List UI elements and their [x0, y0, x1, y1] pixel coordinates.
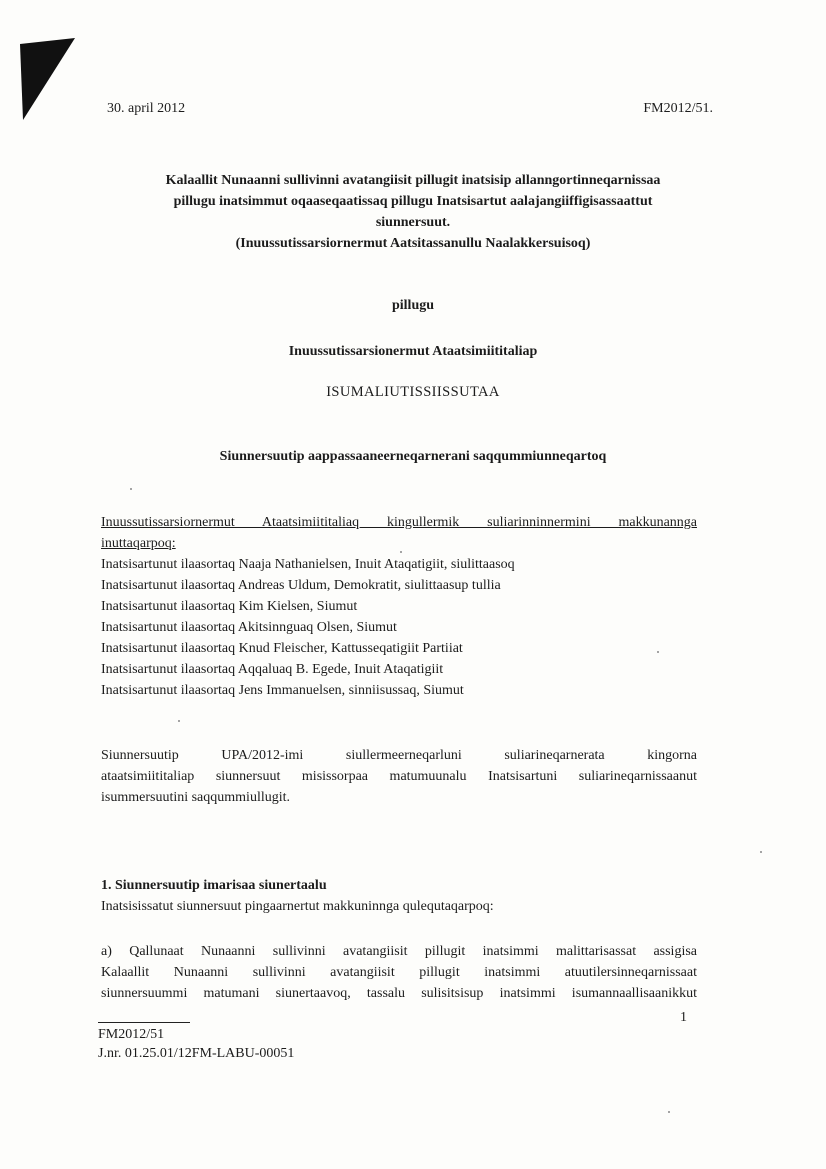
paragraph-line: Siunnersuutip UPA/2012-imi siullermeerneqarluni suliarineqarnerata kingorna: [101, 748, 697, 763]
document-reference: FM2012/51.: [643, 101, 713, 116]
document-title: [70, 170, 756, 254]
scan-speck: [760, 851, 762, 853]
paragraph-line: isummersuutini saqqummiullugit.: [101, 790, 290, 805]
footer-reference: FM2012/51: [98, 1027, 165, 1042]
members-intro-line: Inuussutissarsiornermut Ataatsimiititaliaq kingullermik suliarinninnermini makkunannga: [101, 515, 697, 530]
title-line: siunnersuut.: [375, 215, 451, 230]
about-label: pillugu: [391, 298, 435, 313]
corner-mark-icon: [20, 38, 76, 120]
footer-divider: [98, 1022, 190, 1023]
title-line: pillugu inatsimmut oqaaseqaatissaq pillugu Inatsisartut aalajangiiffigisassaattut: [173, 194, 653, 209]
section-1-item-a: [101, 941, 697, 1004]
subtitle: Siunnersuutip aappassaaneerneqarnerani saqqummiunneqartoq: [219, 449, 607, 464]
report-label: ISUMALIUTISSIISSUTAA: [326, 384, 500, 400]
member-item: Inatsisartunut ilaasortaq Kim Kielsen, Siumut: [101, 599, 358, 614]
members-list: [101, 554, 697, 701]
scan-speck: [657, 651, 659, 653]
document-date: 30. april 2012: [107, 101, 186, 116]
member-item: Inatsisartunut ilaasortaq Knud Fleischer, Kattusseqatigiit Partiiat: [101, 641, 463, 656]
members-intro-line: inuttaqarpoq:: [101, 536, 176, 551]
member-item: Inatsisartunut ilaasortaq Jens Immanuelsen, sinniisussaq, Siumut: [101, 683, 464, 698]
scan-speck: [400, 551, 402, 553]
paragraph-line: Kalaallit Nunaanni sullivinni avatangiisit pillugit inatsimmi atuutilersinneqarnissaat: [101, 965, 697, 980]
scan-speck: [130, 488, 132, 490]
title-line: (Inuussutissarsiornermut Aatsitassanullu Naalakkersuisoq): [235, 236, 591, 251]
title-line: Kalaallit Nunaanni sullivinni avatangiisit pillugit inatsisip allanngortinneqarnissaa: [165, 173, 661, 188]
paragraph-line: siunnersuummi matumani siunertaavoq, tassalu sulisitsisup inatsimmi isumannaallisaanikkut: [101, 986, 697, 1001]
members-intro: [101, 512, 697, 554]
page-number: 1: [680, 1010, 687, 1025]
section-1: [101, 875, 697, 917]
paragraph-line: ataatsimiititaliap siunnersuut misissorpaa matumuunalu Inatsisartuni suliarineqarnissaanut: [101, 769, 697, 784]
section-heading: 1. Siunnersuutip imarisaa siunertaalu: [101, 878, 327, 893]
member-item: Inatsisartunut ilaasortaq Andreas Uldum, Demokratit, siulittaasup tullia: [101, 578, 501, 593]
intro-paragraph: [101, 745, 697, 808]
paragraph-line: a) Qallunaat Nunaanni sullivinni avatangiisit pillugit inatsimmi malittarisassat assigisa: [101, 944, 697, 959]
scan-speck: [668, 1111, 670, 1113]
footer-journal-number: J.nr. 01.25.01/12FM-LABU-00051: [98, 1046, 295, 1061]
member-item: Inatsisartunut ilaasortaq Naaja Nathanielsen, Inuit Ataqatigiit, siulittaasoq: [101, 557, 515, 572]
committee-name: Inuussutissarsionermut Ataatsimiititaliap: [288, 344, 538, 359]
member-item: Inatsisartunut ilaasortaq Aqqaluaq B. Egede, Inuit Ataqatigiit: [101, 662, 444, 677]
member-item: Inatsisartunut ilaasortaq Akitsinnguaq Olsen, Siumut: [101, 620, 397, 635]
scan-speck: [178, 720, 180, 722]
section-lead: Inatsisissatut siunnersuut pingaarnertut makkuninnga qulequtaqarpoq:: [101, 899, 494, 914]
